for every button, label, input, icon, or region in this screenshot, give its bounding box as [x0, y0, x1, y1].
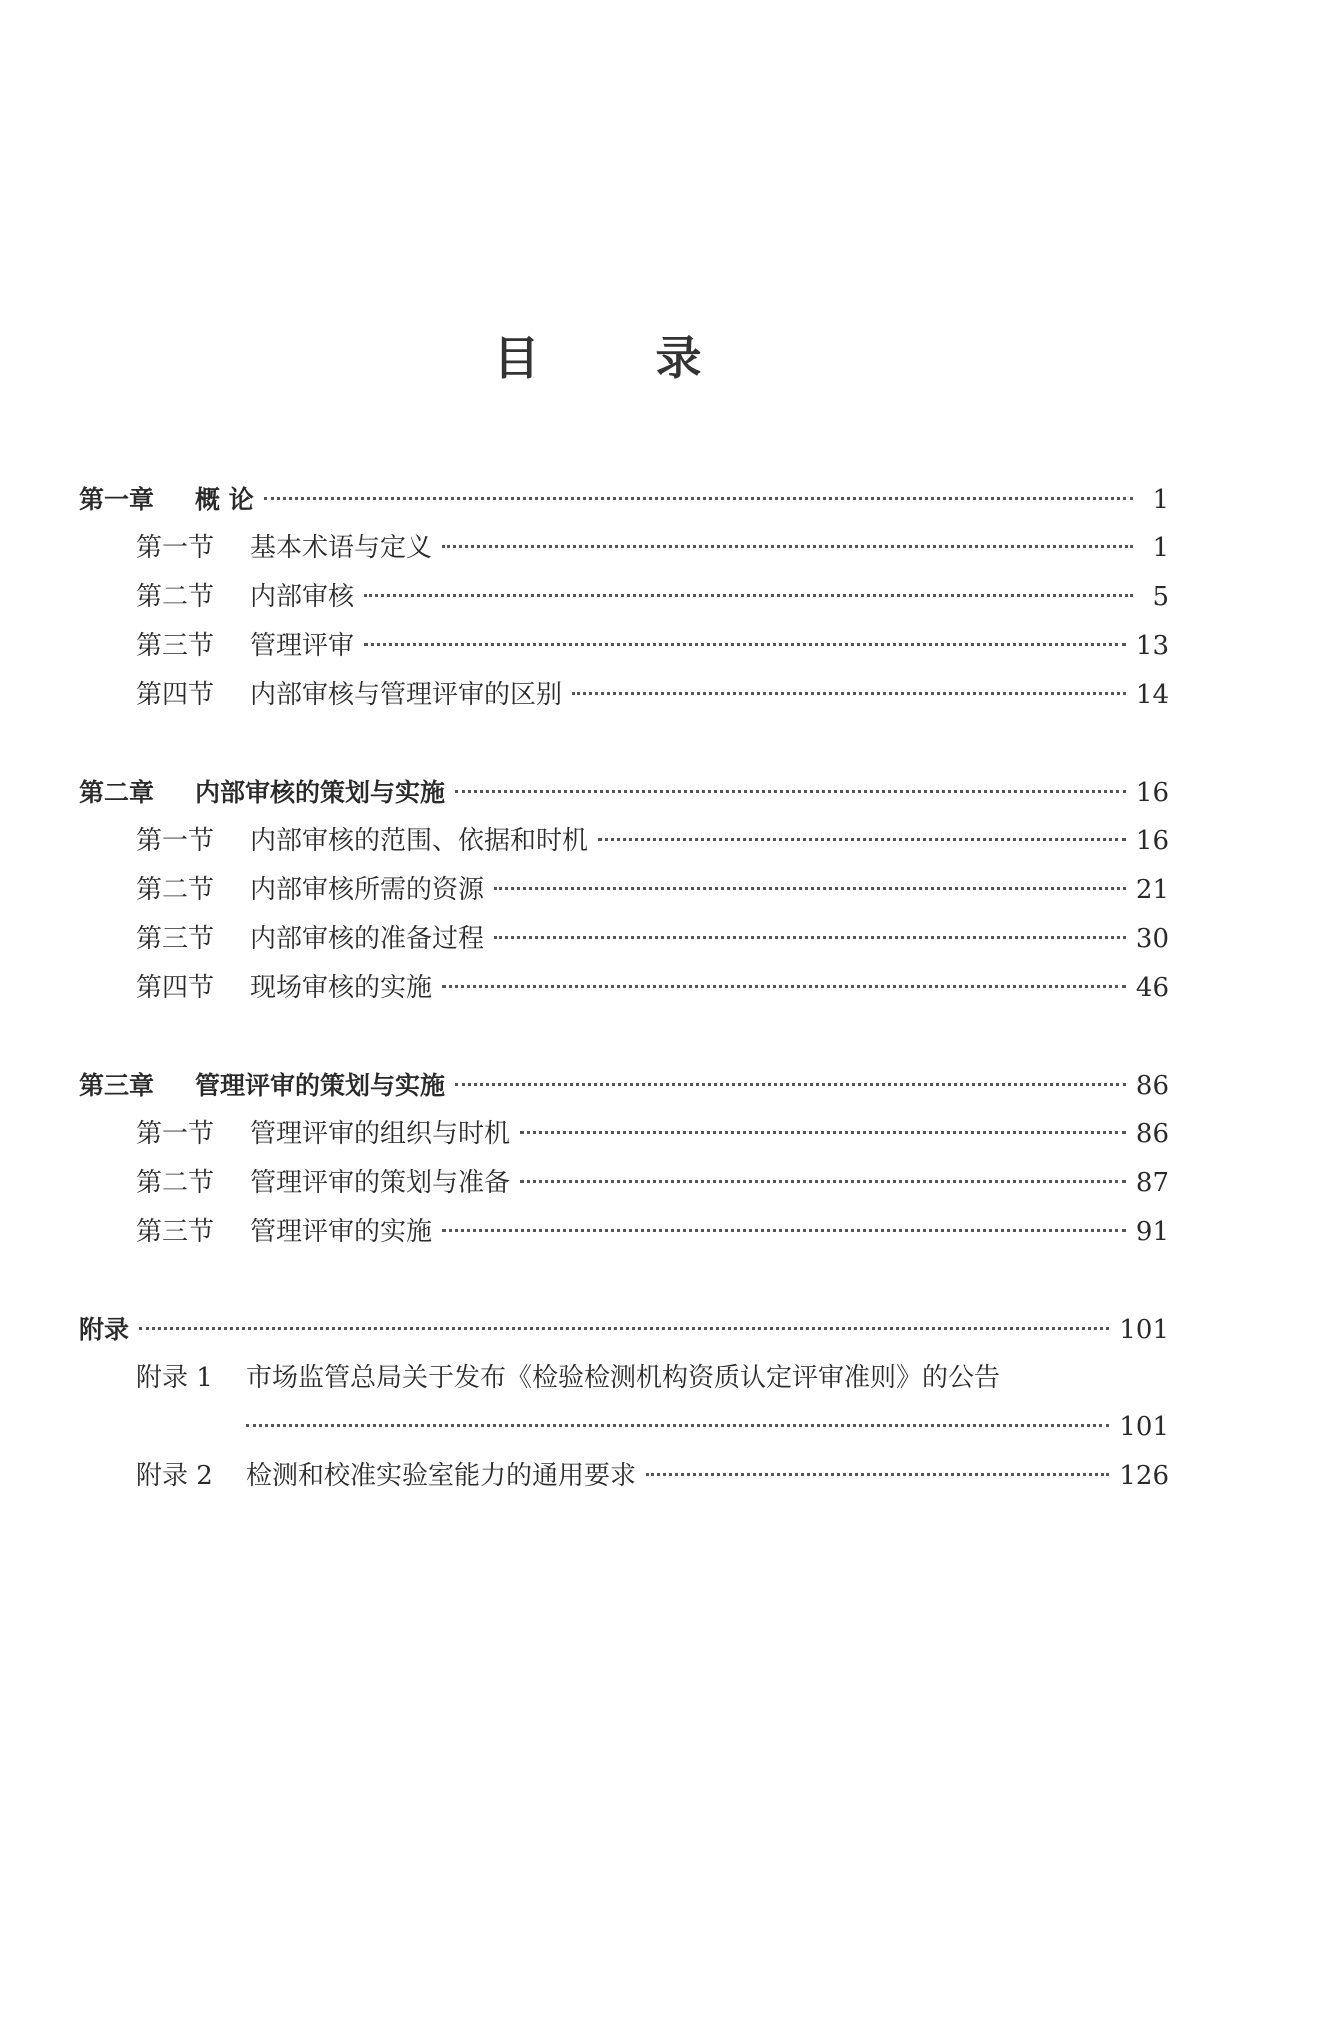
page-number: 1 — [1152, 533, 1169, 563]
appendix-title: 附录 — [79, 1315, 130, 1344]
dot-leader — [494, 936, 1126, 939]
page-number: 86 — [1135, 1119, 1169, 1149]
toc-appendix-item-continuation[interactable] — [0, 1403, 1169, 1452]
page-number: 126 — [1119, 1461, 1169, 1491]
section-number: 第一节 — [136, 533, 215, 563]
toc-appendix-item[interactable] — [0, 1452, 1169, 1501]
section-title: 现场审核的实施 — [250, 973, 433, 1003]
dot-leader — [264, 497, 1133, 500]
chapter-title: 内部审核的策划与实施 — [195, 778, 446, 807]
section-number: 第一节 — [136, 826, 215, 856]
dot-leader — [139, 1327, 1109, 1330]
dot-leader — [646, 1473, 1109, 1476]
page-title: 目 录 — [493, 331, 752, 385]
toc-section-entry[interactable] — [0, 866, 1169, 915]
section-title: 内部审核的范围、依据和时机 — [250, 826, 589, 856]
toc-section-entry[interactable] — [0, 524, 1169, 573]
dot-leader — [455, 790, 1126, 793]
section-title: 内部审核 — [250, 582, 355, 612]
section-number: 第三节 — [136, 924, 215, 954]
dot-leader — [442, 1229, 1126, 1232]
toc-section-entry[interactable] — [0, 964, 1169, 1013]
section-number: 第三节 — [136, 631, 215, 661]
section-title: 管理评审的实施 — [250, 1217, 433, 1247]
chapter-group-3 — [0, 1061, 1338, 1257]
toc-section-entry[interactable] — [0, 622, 1169, 671]
dot-leader — [364, 643, 1126, 646]
section-title: 内部审核所需的资源 — [250, 875, 485, 905]
toc-section-entry[interactable] — [0, 915, 1169, 964]
dot-leader — [520, 1180, 1126, 1183]
chapter-number: 第二章 — [79, 778, 155, 807]
section-title: 管理评审的策划与准备 — [250, 1168, 511, 1198]
appendix-item-title: 市场监管总局关于发布《检验检测机构资质认定评审准则》的公告 — [246, 1363, 1001, 1393]
section-number: 第四节 — [136, 973, 215, 1003]
page-number: 46 — [1135, 973, 1169, 1003]
chapter-title: 概 论 — [195, 485, 254, 514]
dot-leader — [598, 838, 1126, 841]
page-number: 91 — [1135, 1217, 1169, 1247]
page-number: 87 — [1135, 1168, 1169, 1198]
page-number: 30 — [1135, 924, 1169, 954]
page-number: 13 — [1135, 631, 1169, 661]
chapter-number: 第一章 — [79, 485, 155, 514]
toc-chapter-entry[interactable] — [0, 1061, 1169, 1110]
page-number: 16 — [1135, 826, 1169, 856]
chapter-number: 第三章 — [79, 1071, 155, 1100]
dot-leader — [455, 1083, 1126, 1086]
section-title: 内部审核与管理评审的区别 — [250, 680, 563, 710]
page-number: 101 — [1119, 1412, 1169, 1442]
table-of-contents — [0, 475, 1338, 1549]
section-title: 管理评审 — [250, 631, 355, 661]
dot-leader — [246, 1424, 1109, 1427]
page-number: 16 — [1135, 778, 1169, 808]
section-number: 第三节 — [136, 1217, 215, 1247]
page-number: 21 — [1135, 875, 1169, 905]
dot-leader — [364, 594, 1133, 597]
chapter-title: 管理评审的策划与实施 — [195, 1071, 446, 1100]
section-number: 第二节 — [136, 582, 215, 612]
toc-section-entry[interactable] — [0, 1208, 1169, 1257]
appendix-number: 附录 2 — [136, 1461, 213, 1491]
dot-leader — [520, 1131, 1126, 1134]
section-number: 第四节 — [136, 680, 215, 710]
section-number: 第二节 — [136, 1168, 215, 1198]
page-number: 1 — [1152, 485, 1169, 515]
chapter-group-1 — [0, 475, 1338, 720]
toc-chapter-entry[interactable] — [0, 475, 1169, 524]
dot-leader — [494, 887, 1126, 890]
page-number: 86 — [1135, 1071, 1169, 1101]
section-number: 第一节 — [136, 1119, 215, 1149]
section-number: 第二节 — [136, 875, 215, 905]
toc-section-entry[interactable] — [0, 817, 1169, 866]
toc-section-entry[interactable] — [0, 671, 1169, 720]
appendix-item-title: 检测和校准实验室能力的通用要求 — [246, 1461, 637, 1491]
dot-leader — [442, 545, 1133, 548]
toc-chapter-entry[interactable] — [0, 768, 1169, 817]
toc-section-entry[interactable] — [0, 1110, 1169, 1159]
section-title: 管理评审的组织与时机 — [250, 1119, 511, 1149]
toc-appendix-item[interactable] — [0, 1354, 1169, 1403]
dot-leader — [572, 692, 1126, 695]
chapter-group-2 — [0, 768, 1338, 1013]
toc-section-entry[interactable] — [0, 1159, 1169, 1208]
toc-appendix-entry[interactable] — [0, 1305, 1169, 1354]
section-title: 基本术语与定义 — [250, 533, 433, 563]
section-title: 内部审核的准备过程 — [250, 924, 485, 954]
appendix-number: 附录 1 — [136, 1363, 213, 1393]
appendix-group — [0, 1305, 1338, 1501]
page-number: 101 — [1119, 1315, 1169, 1345]
page-number: 14 — [1135, 680, 1169, 710]
dot-leader — [442, 985, 1126, 988]
page-number: 5 — [1152, 582, 1169, 612]
toc-section-entry[interactable] — [0, 573, 1169, 622]
